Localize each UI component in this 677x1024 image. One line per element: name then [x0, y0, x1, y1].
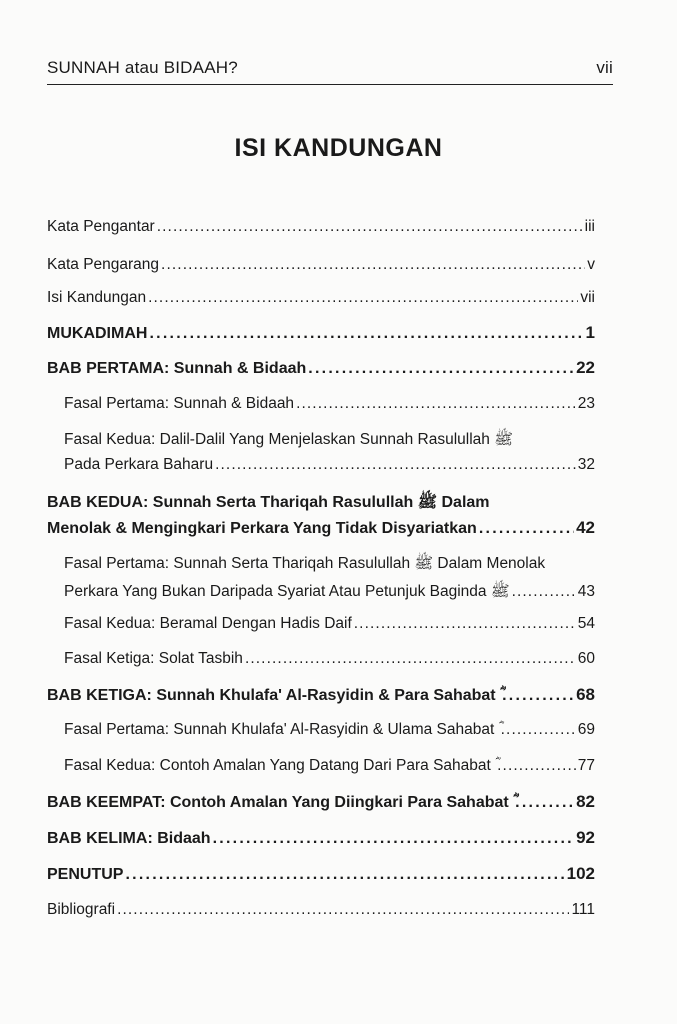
toc-label: MUKADIMAH	[47, 325, 148, 342]
toc-entry-bab2-fasal-kedua[interactable]	[64, 615, 595, 633]
toc-entry-kata-pengantar[interactable]	[47, 218, 595, 236]
toc-page: 102	[566, 864, 595, 883]
dot-leader	[157, 218, 583, 236]
toc-label: BAB KEEMPAT: Contoh Amalan Yang Diingkari Para Sahabat ؓ	[47, 794, 514, 811]
toc-entry-bab1-fasal-kedua[interactable]	[64, 456, 595, 474]
toc-label: Pada Perkara Baharu	[64, 456, 214, 473]
toc-label: Fasal Pertama: Sunnah Khulafa' Al-Rasyidin & Ulama Sahabat ؓ	[64, 721, 499, 738]
toc-label: BAB KELIMA: Bidaah	[47, 830, 211, 847]
dot-leader	[149, 325, 583, 343]
toc-page: 92	[576, 828, 595, 847]
toc-page: 32	[577, 456, 595, 473]
dot-leader	[296, 395, 576, 413]
toc-label: PENUTUP	[47, 866, 124, 883]
toc-label: Isi Kandungan	[47, 289, 147, 306]
dot-leader	[215, 456, 576, 474]
toc-page: 69	[577, 721, 595, 738]
toc-page: 23	[577, 395, 595, 412]
toc-label: Fasal Kedua: Beramal Dengan Hadis Daif	[64, 615, 352, 632]
toc-entry-bab-kedua-line1[interactable]: BAB KEDUA: Sunnah Serta Thariqah Rasulullah ﷺ Dalam	[47, 494, 490, 511]
toc-label: BAB PERTAMA: Sunnah & Bidaah	[47, 360, 307, 377]
toc-entry-bab-kedua[interactable]	[47, 518, 595, 538]
running-header	[47, 58, 613, 85]
page-number: vii	[596, 58, 613, 77]
dot-leader	[515, 794, 574, 812]
book-title: SUNNAH atau BIDAAH?	[47, 58, 238, 77]
toc-entry-bab1-fasal-pertama[interactable]	[64, 395, 595, 413]
toc-page: iii	[584, 218, 595, 235]
toc-page: 1	[585, 323, 595, 342]
toc-entry-penutup[interactable]	[47, 864, 595, 884]
toc-page: 77	[577, 757, 595, 774]
toc-page: 54	[577, 615, 595, 632]
toc-page: 22	[576, 358, 595, 377]
toc-entry-bab-kelima[interactable]	[47, 828, 595, 848]
toc-label: Kata Pengarang	[47, 256, 160, 273]
toc-entry-bab-ketiga[interactable]	[47, 685, 595, 705]
toc-label: Fasal Ketiga: Solat Tasbih	[64, 650, 243, 667]
toc-entry-mukadimah[interactable]	[47, 323, 595, 343]
dot-leader	[512, 583, 576, 601]
toc-page: 82	[576, 792, 595, 811]
toc-entry-bab-keempat[interactable]	[47, 792, 595, 812]
dot-leader	[161, 256, 585, 274]
toc-page: 60	[577, 650, 595, 667]
toc-entry-bibliografi[interactable]	[47, 901, 595, 919]
toc-entry-kata-pengarang[interactable]	[47, 256, 595, 274]
toc-page: vii	[580, 289, 595, 306]
dot-leader	[354, 615, 576, 633]
dot-leader	[117, 901, 569, 919]
toc-label: Fasal Kedua: Contoh Amalan Yang Datang Dari Para Sahabat ؓ	[64, 757, 496, 774]
page-title: ISI KANDUNGAN	[234, 134, 443, 162]
toc-entry-bab-pertama[interactable]	[47, 358, 595, 378]
toc-label: Fasal Pertama: Sunnah & Bidaah	[64, 395, 295, 412]
toc-entry-bab2-fasal-pertama-line1[interactable]: Fasal Pertama: Sunnah Serta Thariqah Rasulullah ﷺ Dalam Menolak	[64, 555, 546, 572]
toc-label: Kata Pengantar	[47, 218, 155, 235]
toc-page: 111	[571, 901, 595, 918]
dot-leader	[479, 520, 574, 538]
toc-label: Bibliografi	[47, 901, 116, 918]
toc-page: 42	[576, 518, 595, 537]
dot-leader	[308, 360, 574, 378]
dot-leader	[125, 866, 564, 884]
toc-page: v	[587, 256, 595, 273]
dot-leader	[497, 757, 576, 775]
toc-page: 43	[577, 583, 595, 600]
toc-entry-bab1-fasal-kedua-line1[interactable]: Fasal Kedua: Dalil-Dalil Yang Menjelaskan Sunnah Rasulullah ﷺ	[64, 431, 513, 448]
dot-leader	[213, 830, 575, 848]
dot-leader	[245, 650, 576, 668]
toc-entry-bab3-fasal-kedua[interactable]	[64, 757, 595, 775]
toc-page: 68	[576, 685, 595, 704]
toc-label: Menolak & Mengingkari Perkara Yang Tidak Disyariatkan	[47, 520, 477, 537]
toc-label: Perkara Yang Bukan Daripada Syariat Atau Petunjuk Baginda ﷺ	[64, 583, 510, 600]
dot-leader	[148, 289, 578, 307]
toc-label: BAB KETIGA: Sunnah Khulafa' Al-Rasyidin & Para Sahabat ؓ	[47, 687, 501, 704]
toc-entry-bab2-fasal-pertama[interactable]	[64, 581, 595, 604]
toc-entry-bab3-fasal-pertama[interactable]	[64, 721, 595, 739]
toc-entry-bab2-fasal-ketiga[interactable]	[64, 650, 595, 668]
dot-leader	[502, 687, 574, 705]
toc-entry-isi-kandungan[interactable]	[47, 289, 595, 307]
dot-leader	[501, 721, 576, 739]
